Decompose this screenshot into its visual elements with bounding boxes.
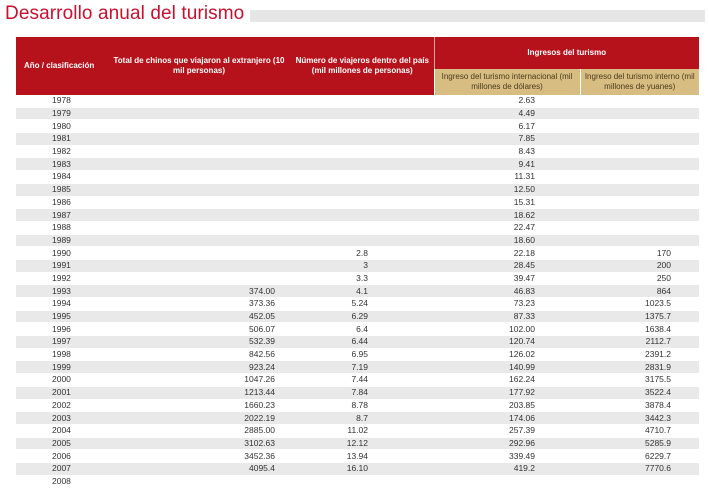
cell-year: 1995 — [16, 310, 107, 323]
cell-outbound: 2885.00 — [107, 424, 291, 437]
cell-outbound — [107, 234, 291, 247]
cell-year: 2001 — [16, 386, 107, 399]
cell-year: 1987 — [16, 209, 107, 222]
cell-year: 2000 — [16, 374, 107, 387]
cell-outbound: 452.05 — [107, 310, 291, 323]
table-row — [16, 171, 699, 184]
cell-travelers: 6.44 — [291, 336, 434, 349]
cell-outbound — [107, 107, 291, 120]
cell-income-domestic — [580, 183, 699, 196]
table-row — [16, 120, 699, 133]
cell-income-international: 15.31 — [434, 196, 580, 209]
cell-outbound: 1213.44 — [107, 386, 291, 399]
cell-year: 1997 — [16, 336, 107, 349]
cell-year: 1978 — [16, 95, 107, 107]
cell-travelers — [291, 221, 434, 234]
cell-travelers: 6.95 — [291, 348, 434, 361]
cell-income-international: 18.62 — [434, 209, 580, 222]
cell-year: 2008 — [16, 475, 107, 488]
table-row — [16, 234, 699, 247]
cell-income-international: 162.24 — [434, 374, 580, 387]
cell-year: 1992 — [16, 272, 107, 285]
table-row — [16, 298, 699, 311]
table-row — [16, 247, 699, 260]
table-body — [16, 95, 699, 488]
header-income: Ingresos del turismo — [434, 37, 699, 69]
cell-income-domestic: 864 — [580, 285, 699, 298]
header-income-international: Ingreso del turismo internacional (mil millones de dólares) — [434, 69, 580, 95]
tourism-table — [16, 37, 699, 488]
table-row — [16, 310, 699, 323]
table-row — [16, 158, 699, 171]
cell-travelers — [291, 133, 434, 146]
table-row — [16, 336, 699, 349]
cell-income-domestic: 3442.3 — [580, 412, 699, 425]
cell-income-international: 6.17 — [434, 120, 580, 133]
cell-income-domestic: 2831.9 — [580, 361, 699, 374]
cell-outbound: 373.36 — [107, 298, 291, 311]
cell-outbound: 2022.19 — [107, 412, 291, 425]
cell-year: 1988 — [16, 221, 107, 234]
cell-income-domestic — [580, 107, 699, 120]
cell-income-domestic: 5285.9 — [580, 437, 699, 450]
cell-income-domestic — [580, 475, 699, 488]
cell-income-international: 126.02 — [434, 348, 580, 361]
cell-income-domestic — [580, 221, 699, 234]
cell-income-international: 39.47 — [434, 272, 580, 285]
cell-income-international: 203.85 — [434, 399, 580, 412]
cell-income-international: 73.23 — [434, 298, 580, 311]
cell-travelers — [291, 234, 434, 247]
table-row — [16, 424, 699, 437]
cell-income-international: 9.41 — [434, 158, 580, 171]
cell-outbound — [107, 158, 291, 171]
cell-outbound — [107, 133, 291, 146]
cell-year: 2003 — [16, 412, 107, 425]
cell-income-international: 18.60 — [434, 234, 580, 247]
cell-income-international: 7.85 — [434, 133, 580, 146]
cell-income-international: 22.18 — [434, 247, 580, 260]
header-year: Año / clasificación — [16, 37, 107, 95]
cell-year: 1985 — [16, 183, 107, 196]
cell-outbound — [107, 171, 291, 184]
cell-income-international: 257.39 — [434, 424, 580, 437]
cell-year: 1994 — [16, 298, 107, 311]
cell-income-international: 102.00 — [434, 323, 580, 336]
cell-income-international: 419.2 — [434, 462, 580, 475]
table-row — [16, 133, 699, 146]
cell-outbound: 3102.63 — [107, 437, 291, 450]
table-row — [16, 323, 699, 336]
cell-income-domestic — [580, 158, 699, 171]
cell-travelers: 6.4 — [291, 323, 434, 336]
table-row — [16, 412, 699, 425]
cell-travelers — [291, 120, 434, 133]
cell-travelers: 3 — [291, 259, 434, 272]
cell-income-domestic: 3522.4 — [580, 386, 699, 399]
cell-income-domestic: 1638.4 — [580, 323, 699, 336]
cell-year: 1982 — [16, 145, 107, 158]
cell-travelers — [291, 183, 434, 196]
cell-income-international: 140.99 — [434, 361, 580, 374]
table-row — [16, 196, 699, 209]
header-income-domestic: Ingreso del turismo interno (mil millones de yuanes) — [580, 69, 699, 95]
title-row — [0, 0, 709, 30]
cell-outbound — [107, 209, 291, 222]
header-domestic-travelers: Número de viajeros dentro del país (mil millones de personas) — [291, 37, 434, 95]
table-row — [16, 361, 699, 374]
cell-outbound: 506.07 — [107, 323, 291, 336]
cell-outbound — [107, 247, 291, 260]
cell-outbound — [107, 196, 291, 209]
cell-income-international — [434, 475, 580, 488]
cell-income-domestic: 4710.7 — [580, 424, 699, 437]
cell-travelers — [291, 475, 434, 488]
table-row — [16, 475, 699, 488]
cell-income-domestic — [580, 133, 699, 146]
cell-travelers: 6.29 — [291, 310, 434, 323]
cell-year: 1999 — [16, 361, 107, 374]
cell-outbound: 1660.23 — [107, 399, 291, 412]
cell-travelers — [291, 107, 434, 120]
cell-income-domestic — [580, 145, 699, 158]
cell-outbound: 374.00 — [107, 285, 291, 298]
cell-travelers: 2.8 — [291, 247, 434, 260]
cell-income-international: 292.96 — [434, 437, 580, 450]
title-decoration-bar — [250, 10, 705, 22]
cell-outbound — [107, 221, 291, 234]
cell-outbound — [107, 475, 291, 488]
header-outbound: Total de chinos que viajaron al extranjero (10 mil personas) — [107, 37, 291, 95]
cell-outbound: 3452.36 — [107, 450, 291, 463]
cell-travelers — [291, 209, 434, 222]
cell-income-domestic: 1023.5 — [580, 298, 699, 311]
table-row — [16, 259, 699, 272]
cell-outbound — [107, 183, 291, 196]
cell-income-domestic: 2391.2 — [580, 348, 699, 361]
cell-income-international: 28.45 — [434, 259, 580, 272]
cell-outbound — [107, 259, 291, 272]
cell-travelers: 11.02 — [291, 424, 434, 437]
cell-outbound: 532.39 — [107, 336, 291, 349]
cell-travelers: 16.10 — [291, 462, 434, 475]
cell-travelers: 3.3 — [291, 272, 434, 285]
table-header — [16, 37, 699, 95]
table-row — [16, 374, 699, 387]
cell-year: 1980 — [16, 120, 107, 133]
page-title: Desarrollo anual del turismo — [5, 3, 245, 24]
cell-year: 1998 — [16, 348, 107, 361]
cell-income-domestic: 1375.7 — [580, 310, 699, 323]
table-row — [16, 348, 699, 361]
cell-income-international: 2.63 — [434, 95, 580, 107]
cell-income-domestic: 6229.7 — [580, 450, 699, 463]
cell-travelers: 8.78 — [291, 399, 434, 412]
cell-income-international: 22.47 — [434, 221, 580, 234]
cell-income-international: 11.31 — [434, 171, 580, 184]
cell-outbound: 4095.4 — [107, 462, 291, 475]
cell-income-domestic: 2112.7 — [580, 336, 699, 349]
cell-travelers: 8.7 — [291, 412, 434, 425]
table-row — [16, 209, 699, 222]
cell-income-international: 46.83 — [434, 285, 580, 298]
cell-travelers — [291, 145, 434, 158]
cell-year: 1989 — [16, 234, 107, 247]
cell-travelers: 4.1 — [291, 285, 434, 298]
cell-travelers: 12.12 — [291, 437, 434, 450]
cell-income-domestic — [580, 196, 699, 209]
cell-year: 1984 — [16, 171, 107, 184]
cell-travelers: 13.94 — [291, 450, 434, 463]
cell-income-domestic: 170 — [580, 247, 699, 260]
table-row — [16, 285, 699, 298]
cell-income-domestic — [580, 209, 699, 222]
cell-year: 1983 — [16, 158, 107, 171]
cell-income-international: 177.92 — [434, 386, 580, 399]
cell-outbound — [107, 145, 291, 158]
cell-year: 1996 — [16, 323, 107, 336]
cell-year: 2002 — [16, 399, 107, 412]
cell-income-international: 174.06 — [434, 412, 580, 425]
cell-travelers — [291, 171, 434, 184]
cell-travelers — [291, 196, 434, 209]
table-row — [16, 95, 699, 107]
table-row — [16, 221, 699, 234]
cell-income-domestic: 3175.5 — [580, 374, 699, 387]
cell-income-domestic: 200 — [580, 259, 699, 272]
cell-income-international: 4.49 — [434, 107, 580, 120]
cell-travelers — [291, 158, 434, 171]
cell-outbound — [107, 120, 291, 133]
table-row — [16, 272, 699, 285]
cell-income-international: 339.49 — [434, 450, 580, 463]
cell-income-domestic — [580, 120, 699, 133]
cell-year: 2007 — [16, 462, 107, 475]
cell-year: 1993 — [16, 285, 107, 298]
cell-travelers: 7.19 — [291, 361, 434, 374]
cell-income-domestic: 3878.4 — [580, 399, 699, 412]
cell-income-domestic — [580, 171, 699, 184]
cell-travelers: 7.84 — [291, 386, 434, 399]
cell-travelers: 5.24 — [291, 298, 434, 311]
cell-income-international: 12.50 — [434, 183, 580, 196]
cell-income-international: 87.33 — [434, 310, 580, 323]
cell-outbound: 923.24 — [107, 361, 291, 374]
table-row — [16, 437, 699, 450]
cell-income-domestic: 7770.6 — [580, 462, 699, 475]
cell-income-domestic — [580, 95, 699, 107]
cell-outbound: 1047.26 — [107, 374, 291, 387]
cell-year: 1981 — [16, 133, 107, 146]
cell-income-international: 8.43 — [434, 145, 580, 158]
cell-outbound: 842.56 — [107, 348, 291, 361]
table-row — [16, 399, 699, 412]
cell-year: 1979 — [16, 107, 107, 120]
table-row — [16, 145, 699, 158]
table-row — [16, 462, 699, 475]
cell-income-international: 120.74 — [434, 336, 580, 349]
cell-year: 2004 — [16, 424, 107, 437]
table-row — [16, 183, 699, 196]
header-row-main — [16, 37, 699, 69]
table-row — [16, 386, 699, 399]
cell-outbound — [107, 272, 291, 285]
table-row — [16, 450, 699, 463]
cell-year: 1991 — [16, 259, 107, 272]
table-row — [16, 107, 699, 120]
cell-year: 1990 — [16, 247, 107, 260]
cell-income-domestic: 250 — [580, 272, 699, 285]
cell-year: 2006 — [16, 450, 107, 463]
cell-year: 1986 — [16, 196, 107, 209]
cell-year: 2005 — [16, 437, 107, 450]
cell-travelers — [291, 95, 434, 107]
cell-income-domestic — [580, 234, 699, 247]
cell-outbound — [107, 95, 291, 107]
cell-travelers: 7.44 — [291, 374, 434, 387]
